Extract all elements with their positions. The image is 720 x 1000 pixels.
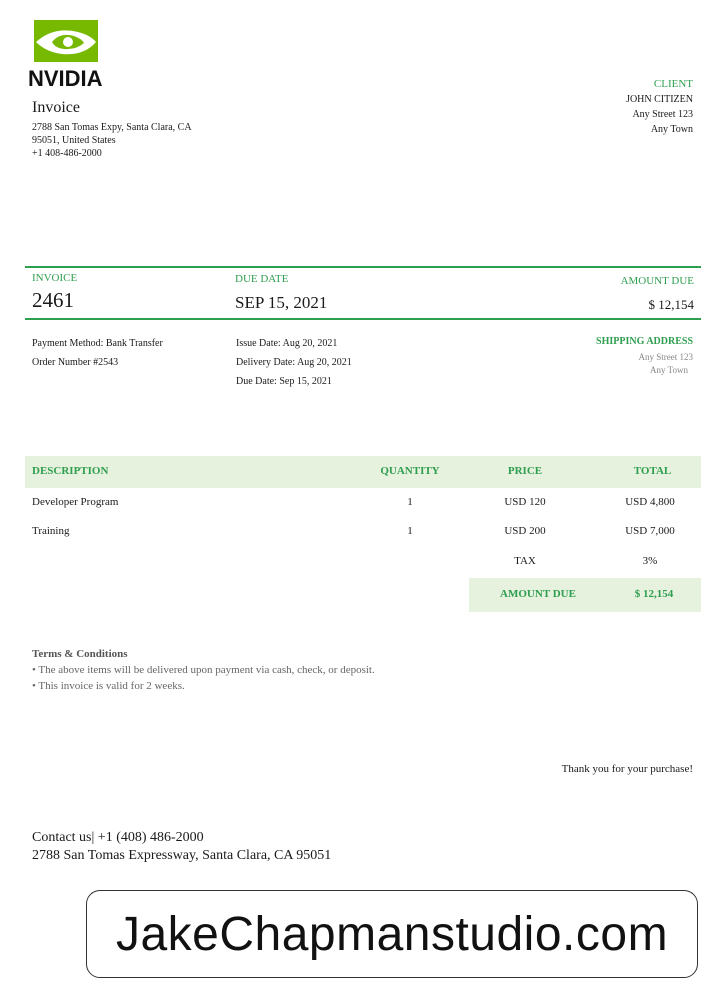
thank-you-note: Thank you for your purchase! xyxy=(561,763,693,775)
row-price: USD 120 xyxy=(504,496,546,508)
terms-and-conditions xyxy=(32,646,375,694)
watermark-banner xyxy=(86,890,698,978)
shipping-address xyxy=(596,336,693,375)
total-amount-label: AMOUNT DUE xyxy=(500,588,576,600)
row-price: USD 200 xyxy=(504,525,546,537)
terms-title: Terms & Conditions xyxy=(32,648,128,660)
payment-info xyxy=(32,334,163,372)
shipping-town: Any Town xyxy=(650,365,688,375)
shipping-label: SHIPPING ADDRESS xyxy=(596,336,693,347)
contact-phone: Contact us| +1 (408) 486-2000 xyxy=(32,830,204,845)
payment-method: Payment Method: Bank Transfer xyxy=(32,338,163,349)
header-total: TOTAL xyxy=(633,465,672,477)
header-quantity: QUANTITY xyxy=(380,465,440,477)
logo-wordmark: NVIDIA xyxy=(28,66,103,90)
client-block xyxy=(626,77,693,137)
amount-due-total-box xyxy=(469,578,701,612)
contact-address: 2788 San Tomas Expressway, Santa Clara, CA 95051 xyxy=(32,848,332,863)
address-line-1: 2788 San Tomas Expy, Santa Clara, CA xyxy=(32,122,192,133)
nvidia-eye-icon xyxy=(28,18,120,90)
tax-label: TAX xyxy=(514,555,536,567)
row-quantity: 1 xyxy=(407,496,413,508)
amount-due-value: $ 12,154 xyxy=(648,297,694,312)
date-info xyxy=(236,334,352,391)
order-number: Order Number #2543 xyxy=(32,357,119,368)
tax-value: 3% xyxy=(642,555,658,567)
client-street: Any Street 123 xyxy=(632,109,693,120)
items-table-header xyxy=(25,456,701,488)
client-name: JOHN CITIZEN xyxy=(626,94,693,105)
issue-date: Issue Date: Aug 20, 2021 xyxy=(236,338,338,349)
due-date-label: DUE DATE xyxy=(235,273,289,285)
row-description: Developer Program xyxy=(32,496,119,508)
company-logo xyxy=(28,18,120,90)
client-label: CLIENT xyxy=(653,78,693,90)
total-amount-value: $ 12,154 xyxy=(634,588,674,600)
row-total: USD 4,800 xyxy=(625,496,675,508)
due-date-detail: Due Date: Sep 15, 2021 xyxy=(236,376,332,387)
invoice-summary-band xyxy=(25,266,701,320)
header-price: PRICE xyxy=(507,465,543,477)
delivery-date: Delivery Date: Aug 20, 2021 xyxy=(236,357,352,368)
shipping-street: Any Street 123 xyxy=(638,352,693,362)
terms-item: • This invoice is valid for 2 weeks. xyxy=(32,680,185,692)
company-address xyxy=(32,121,192,160)
row-total: USD 7,000 xyxy=(625,525,675,537)
header-description: DESCRIPTION xyxy=(32,465,109,477)
address-line-2: 95051, United States xyxy=(32,135,116,146)
row-description: Training xyxy=(32,525,70,537)
watermark-text: JakeChapmanstudio.com xyxy=(115,907,669,961)
due-date-value: SEP 15, 2021 xyxy=(235,293,328,312)
company-phone: +1 408-486-2000 xyxy=(32,148,102,159)
document-title: Invoice xyxy=(32,99,80,116)
amount-due-label: AMOUNT DUE xyxy=(620,275,694,287)
row-quantity: 1 xyxy=(407,525,413,537)
invoice-label: INVOICE xyxy=(32,272,78,284)
client-town: Any Town xyxy=(650,124,693,135)
terms-item: • The above items will be delivered upon payment via cash, check, or deposit. xyxy=(32,664,375,676)
invoice-number: 2461 xyxy=(32,288,74,312)
contact-footer xyxy=(32,829,331,865)
